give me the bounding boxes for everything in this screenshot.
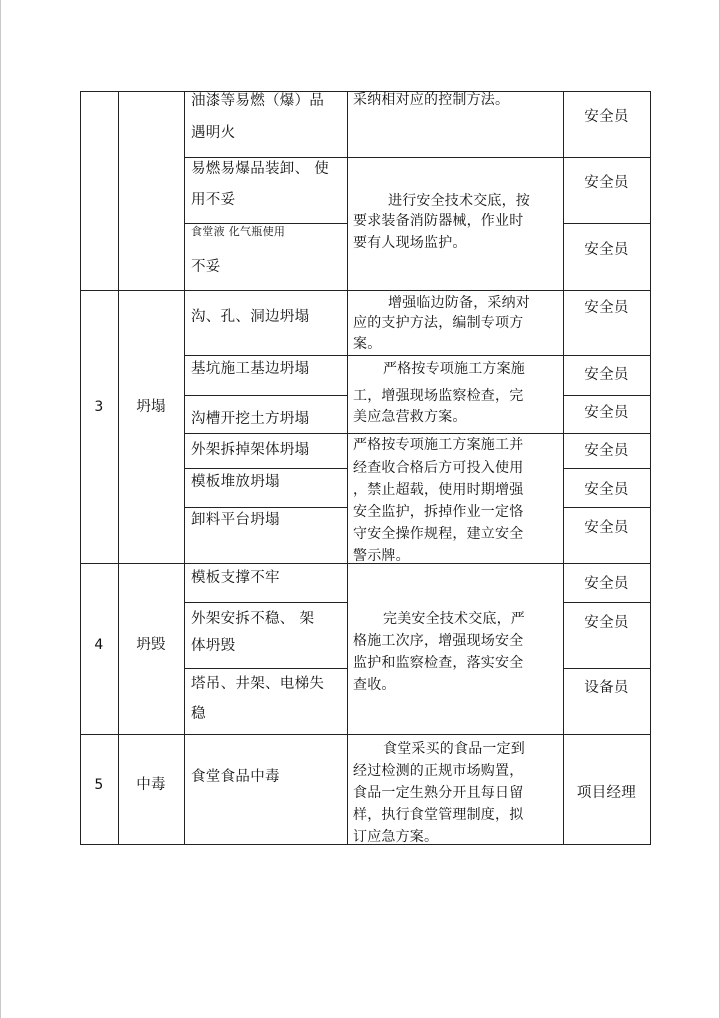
table-rule — [184, 395, 347, 396]
hazard-text: 外架拆掉架体坍塌 — [191, 442, 310, 458]
measure-text: 工，增强现场监察检查，完 — [353, 388, 524, 404]
page-border-left — [0, 0, 1, 1018]
hazard-text: 易燃易爆品装卸、 使 — [191, 161, 330, 177]
measure-text: 采纳相对应的控制方法。 — [353, 92, 510, 108]
table-rule — [184, 602, 347, 603]
responsible-person: 安全员 — [584, 175, 629, 191]
hazard-text: 塔吊、井架、电梯失 — [191, 676, 325, 692]
responsible-person: 安全员 — [584, 242, 629, 258]
responsible-person: 项目经理 — [576, 785, 637, 801]
hazard-text: 模板支撑不牢 — [191, 570, 280, 586]
table-rule — [80, 734, 650, 735]
table-rule — [650, 91, 651, 845]
responsible-person: 安全员 — [584, 405, 629, 421]
hazard-text: 基坑施工基边坍塌 — [191, 361, 310, 377]
hazard-text: 外架安拆不稳、 架 — [191, 611, 315, 627]
table-rule — [184, 468, 347, 469]
table-rule — [80, 290, 650, 291]
responsible-person: 设备员 — [584, 680, 629, 696]
row-number: 5 — [94, 777, 104, 793]
responsible-person: 安全员 — [584, 482, 629, 498]
responsible-person: 安全员 — [584, 615, 629, 631]
responsible-person: 安全员 — [584, 520, 629, 536]
hazard-category: 坍塌 — [136, 399, 166, 415]
table-rule — [563, 668, 650, 669]
measure-text: 美应急营救方案。 — [353, 409, 467, 425]
table-rule — [563, 468, 650, 469]
hazard-text: 油漆等易燃（爆）品 — [191, 93, 325, 109]
measure-text: 经过检测的正规市场购置， — [353, 763, 524, 779]
hazard-text: 沟槽开挖土方坍塌 — [191, 411, 310, 427]
measure-text: 进行安全技术交底，按 — [388, 193, 530, 209]
responsible-person: 安全员 — [584, 109, 629, 125]
measure-text: 严格按专项施工方案施 — [383, 361, 525, 377]
measure-text: 严格按专项施工方案施工并 — [353, 437, 524, 453]
table-rule — [184, 355, 650, 356]
hazard-text: 沟、孔、洞边坍塌 — [191, 309, 310, 325]
hazard-category: 中毒 — [136, 777, 166, 793]
row-number: 3 — [94, 399, 104, 415]
table-rule — [563, 602, 650, 603]
measure-text: 格施工次序，增强现场安全 — [353, 633, 524, 649]
hazard-text: 卸料平台坍塌 — [191, 512, 280, 528]
measure-text: 守安全操作规程，建立安全 — [353, 526, 524, 542]
measure-text: 应的支护方法，编制专项方 — [353, 315, 524, 331]
table-rule — [563, 507, 650, 508]
measure-text: 样，执行食堂管理制度，拟 — [353, 807, 524, 823]
measure-text: 要求装备消防器械，作业时 — [353, 213, 524, 229]
responsible-person: 安全员 — [584, 367, 629, 383]
hazard-text: 食堂液 化气瓶使用 — [191, 225, 286, 238]
measure-text: 增强临边防备，采纳对 — [388, 295, 530, 311]
measure-text: 完美安全技术交底，严 — [383, 611, 525, 627]
table-rule — [563, 91, 564, 845]
measure-text: 食品一定生熟分开且每日留 — [353, 785, 524, 801]
measure-text: 安全监护，拆掉作业一定恪 — [353, 504, 524, 520]
table-rule — [118, 91, 119, 845]
hazard-text: 体坍毁 — [191, 638, 236, 654]
row-number: 4 — [94, 637, 104, 653]
measure-text: 订应急方案。 — [353, 829, 439, 845]
table-rule — [184, 91, 185, 845]
hazard-text: 用不妥 — [191, 192, 236, 208]
measure-text: ，禁止超载，使用时期增强 — [353, 482, 524, 498]
measure-text: 食堂采买的食品一定到 — [383, 741, 525, 757]
measure-text: 警示牌。 — [353, 548, 410, 564]
table-rule — [563, 223, 650, 224]
measure-text: 案。 — [353, 336, 382, 352]
hazard-text: 遇明火 — [191, 125, 236, 141]
measure-text: 监护和监察检查，落实安全 — [353, 655, 524, 671]
table-rule — [347, 91, 348, 845]
measure-text: 经查收合格后方可投入使用 — [353, 460, 524, 476]
responsible-person: 安全员 — [584, 576, 629, 592]
measure-text: 查收。 — [353, 677, 396, 693]
hazard-text: 模板堆放坍塌 — [191, 474, 280, 490]
hazard-text: 食堂食品中毒 — [191, 769, 280, 785]
responsible-person: 安全员 — [584, 443, 629, 459]
hazard-text: 不妥 — [191, 259, 221, 275]
table-rule — [563, 395, 650, 396]
table-rule — [184, 223, 347, 224]
table-rule — [80, 91, 81, 845]
measure-text: 要有人现场监护。 — [353, 235, 467, 251]
hazard-text: 稳 — [191, 706, 206, 722]
table-rule — [347, 157, 650, 158]
hazard-category: 坍毁 — [136, 637, 166, 653]
responsible-person: 安全员 — [584, 300, 629, 316]
table-rule — [184, 668, 347, 669]
